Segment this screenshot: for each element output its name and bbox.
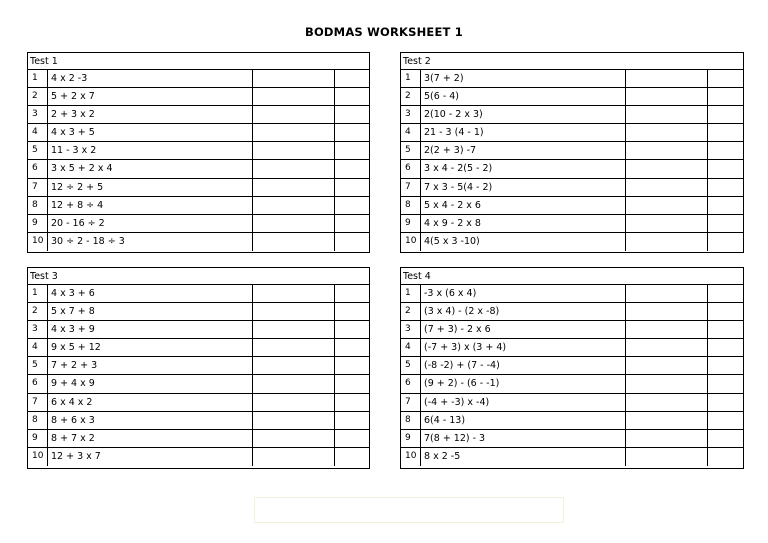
- question-number: 1: [28, 70, 48, 87]
- mark-cell[interactable]: [708, 430, 743, 447]
- mark-cell[interactable]: [335, 375, 369, 392]
- question-row: [401, 375, 743, 393]
- question-row: [28, 233, 369, 251]
- question-text: 5 x 7 + 8: [48, 303, 253, 320]
- mark-cell[interactable]: [708, 394, 743, 411]
- question-text: 8 + 7 x 2: [48, 430, 253, 447]
- question-text: 3 x 4 - 2(5 - 2): [421, 160, 626, 177]
- answer-cell[interactable]: [626, 394, 708, 411]
- question-text: 4 x 2 -3: [48, 70, 253, 87]
- answer-cell[interactable]: [253, 70, 335, 87]
- question-text: 9 + 4 x 9: [48, 375, 253, 392]
- question-number: 4: [28, 124, 48, 141]
- question-number: 1: [401, 285, 421, 302]
- question-number: 5: [28, 357, 48, 374]
- answer-cell[interactable]: [626, 448, 708, 466]
- question-rows: [401, 70, 743, 251]
- mark-cell[interactable]: [708, 88, 743, 105]
- mark-cell[interactable]: [708, 339, 743, 356]
- mark-cell[interactable]: [708, 448, 743, 466]
- question-number: 1: [401, 70, 421, 87]
- question-number: 7: [401, 179, 421, 196]
- question-number: 6: [28, 160, 48, 177]
- mark-cell[interactable]: [335, 160, 369, 177]
- question-text: 7 + 2 + 3: [48, 357, 253, 374]
- answer-cell[interactable]: [253, 142, 335, 159]
- answer-cell[interactable]: [253, 88, 335, 105]
- mark-cell[interactable]: [708, 215, 743, 232]
- question-text: -3 x (6 x 4): [421, 285, 626, 302]
- mark-cell[interactable]: [708, 197, 743, 214]
- answer-cell[interactable]: [253, 160, 335, 177]
- test-table-3: [27, 267, 370, 469]
- mark-cell[interactable]: [708, 285, 743, 302]
- question-text: 3 x 5 + 2 x 4: [48, 160, 253, 177]
- question-row: [28, 106, 369, 124]
- question-text: 4(5 x 3 -10): [421, 233, 626, 251]
- question-row: [401, 106, 743, 124]
- question-number: 10: [28, 233, 48, 251]
- mark-cell[interactable]: [335, 339, 369, 356]
- answer-cell[interactable]: [626, 215, 708, 232]
- question-row: [401, 430, 743, 448]
- question-row: [28, 321, 369, 339]
- test-table-2: [400, 52, 744, 253]
- answer-cell[interactable]: [626, 412, 708, 429]
- question-number: 5: [401, 357, 421, 374]
- question-row: [28, 303, 369, 321]
- question-number: 1: [28, 285, 48, 302]
- question-rows: [401, 285, 743, 466]
- answer-cell[interactable]: [626, 70, 708, 87]
- question-number: 9: [401, 430, 421, 447]
- mark-cell[interactable]: [708, 179, 743, 196]
- question-row: [28, 124, 369, 142]
- question-row: [401, 357, 743, 375]
- question-number: 3: [28, 321, 48, 338]
- question-number: 10: [401, 233, 421, 251]
- answer-cell[interactable]: [253, 394, 335, 411]
- question-row: [401, 160, 743, 178]
- answer-cell[interactable]: [626, 430, 708, 447]
- answer-cell[interactable]: [626, 106, 708, 123]
- question-row: [28, 430, 369, 448]
- mark-cell[interactable]: [708, 303, 743, 320]
- question-text: 12 + 8 ÷ 4: [48, 197, 253, 214]
- question-number: 6: [401, 160, 421, 177]
- footer-box: [254, 497, 564, 523]
- answer-cell[interactable]: [626, 197, 708, 214]
- question-text: 6(4 - 13): [421, 412, 626, 429]
- mark-cell[interactable]: [708, 412, 743, 429]
- mark-cell[interactable]: [335, 448, 369, 466]
- question-number: 10: [401, 448, 421, 466]
- question-number: 3: [401, 106, 421, 123]
- answer-cell[interactable]: [253, 321, 335, 338]
- question-row: [401, 233, 743, 251]
- question-row: [28, 142, 369, 160]
- question-row: [401, 197, 743, 215]
- question-text: 6 x 4 x 2: [48, 394, 253, 411]
- answer-cell[interactable]: [253, 106, 335, 123]
- answer-cell[interactable]: [253, 430, 335, 447]
- question-number: 3: [401, 321, 421, 338]
- question-row: [401, 321, 743, 339]
- question-rows: [28, 285, 369, 466]
- question-text: 21 - 3 (4 - 1): [421, 124, 626, 141]
- question-row: [28, 412, 369, 430]
- question-rows: [28, 70, 369, 251]
- question-text: 11 - 3 x 2: [48, 142, 253, 159]
- answer-cell[interactable]: [626, 303, 708, 320]
- question-row: [401, 285, 743, 303]
- answer-cell[interactable]: [253, 303, 335, 320]
- question-text: (-7 + 3) x (3 + 4): [421, 339, 626, 356]
- test-table-4: [400, 267, 744, 469]
- question-number: 8: [28, 412, 48, 429]
- mark-cell[interactable]: [335, 197, 369, 214]
- question-text: 4 x 3 + 6: [48, 285, 253, 302]
- mark-cell[interactable]: [335, 124, 369, 141]
- question-text: 7(8 + 12) - 3: [421, 430, 626, 447]
- question-row: [401, 448, 743, 466]
- answer-cell[interactable]: [626, 233, 708, 251]
- question-text: 5 x 4 - 2 x 6: [421, 197, 626, 214]
- answer-cell[interactable]: [253, 448, 335, 466]
- question-number: 2: [401, 88, 421, 105]
- mark-cell[interactable]: [335, 233, 369, 251]
- answer-cell[interactable]: [253, 357, 335, 374]
- question-number: 4: [28, 339, 48, 356]
- mark-cell[interactable]: [335, 142, 369, 159]
- question-number: 9: [28, 215, 48, 232]
- question-text: 8 x 2 -5: [421, 448, 626, 466]
- question-text: 5 + 2 x 7: [48, 88, 253, 105]
- answer-cell[interactable]: [253, 215, 335, 232]
- question-row: [28, 285, 369, 303]
- question-number: 6: [401, 375, 421, 392]
- question-row: [28, 70, 369, 88]
- answer-cell[interactable]: [253, 179, 335, 196]
- answer-cell[interactable]: [253, 233, 335, 251]
- question-text: 4 x 3 + 9: [48, 321, 253, 338]
- answer-cell[interactable]: [626, 357, 708, 374]
- question-number: 7: [28, 179, 48, 196]
- question-number: 9: [401, 215, 421, 232]
- question-number: 8: [401, 412, 421, 429]
- test-heading: Test 1: [28, 53, 369, 70]
- question-number: 2: [28, 88, 48, 105]
- question-row: [401, 142, 743, 160]
- answer-cell[interactable]: [253, 285, 335, 302]
- question-text: 3(7 + 2): [421, 70, 626, 87]
- question-row: [28, 375, 369, 393]
- question-text: 8 + 6 x 3: [48, 412, 253, 429]
- question-row: [401, 179, 743, 197]
- test-heading: Test 3: [28, 268, 369, 285]
- question-number: 5: [401, 142, 421, 159]
- mark-cell[interactable]: [335, 412, 369, 429]
- question-row: [401, 124, 743, 142]
- question-text: 4 x 9 - 2 x 8: [421, 215, 626, 232]
- answer-cell[interactable]: [253, 197, 335, 214]
- mark-cell[interactable]: [335, 215, 369, 232]
- answer-cell[interactable]: [626, 285, 708, 302]
- question-number: 7: [28, 394, 48, 411]
- question-text: 20 - 16 ÷ 2: [48, 215, 253, 232]
- page-title: BODMAS WORKSHEET 1: [304, 25, 463, 39]
- question-number: 7: [401, 394, 421, 411]
- question-text: (-4 + -3) x -4): [421, 394, 626, 411]
- question-row: [28, 88, 369, 106]
- answer-cell[interactable]: [626, 124, 708, 141]
- answer-cell[interactable]: [626, 375, 708, 392]
- mark-cell[interactable]: [335, 303, 369, 320]
- question-row: [28, 160, 369, 178]
- mark-cell[interactable]: [335, 357, 369, 374]
- mark-cell[interactable]: [708, 70, 743, 87]
- question-row: [401, 70, 743, 88]
- mark-cell[interactable]: [708, 106, 743, 123]
- question-row: [401, 303, 743, 321]
- answer-cell[interactable]: [253, 339, 335, 356]
- question-text: 4 x 3 + 5: [48, 124, 253, 141]
- question-number: 4: [401, 124, 421, 141]
- question-row: [28, 448, 369, 466]
- question-row: [28, 339, 369, 357]
- question-number: 5: [28, 142, 48, 159]
- question-row: [401, 215, 743, 233]
- question-text: (9 + 2) - (6 - -1): [421, 375, 626, 392]
- question-text: 5(6 - 4): [421, 88, 626, 105]
- question-text: 2 + 3 x 2: [48, 106, 253, 123]
- question-number: 2: [28, 303, 48, 320]
- question-text: (-8 -2) + (7 - -4): [421, 357, 626, 374]
- mark-cell[interactable]: [708, 357, 743, 374]
- mark-cell[interactable]: [335, 430, 369, 447]
- question-row: [401, 394, 743, 412]
- question-number: 8: [28, 197, 48, 214]
- question-number: 3: [28, 106, 48, 123]
- question-row: [28, 357, 369, 375]
- answer-cell[interactable]: [253, 124, 335, 141]
- answer-cell[interactable]: [626, 142, 708, 159]
- question-row: [401, 88, 743, 106]
- question-text: 7 x 3 - 5(4 - 2): [421, 179, 626, 196]
- test-heading: Test 2: [401, 53, 743, 70]
- mark-cell[interactable]: [708, 321, 743, 338]
- mark-cell[interactable]: [335, 70, 369, 87]
- mark-cell[interactable]: [708, 233, 743, 251]
- question-text: 2(2 + 3) -7: [421, 142, 626, 159]
- test-table-1: [27, 52, 370, 253]
- question-text: 2(10 - 2 x 3): [421, 106, 626, 123]
- question-text: (7 + 3) - 2 x 6: [421, 321, 626, 338]
- answer-cell[interactable]: [626, 321, 708, 338]
- question-row: [28, 394, 369, 412]
- question-row: [28, 197, 369, 215]
- mark-cell[interactable]: [335, 285, 369, 302]
- question-number: 9: [28, 430, 48, 447]
- question-row: [401, 339, 743, 357]
- mark-cell[interactable]: [708, 142, 743, 159]
- mark-cell[interactable]: [335, 88, 369, 105]
- question-text: (3 x 4) - (2 x -8): [421, 303, 626, 320]
- question-number: 2: [401, 303, 421, 320]
- mark-cell[interactable]: [335, 394, 369, 411]
- mark-cell[interactable]: [335, 106, 369, 123]
- answer-cell[interactable]: [253, 375, 335, 392]
- mark-cell[interactable]: [708, 160, 743, 177]
- question-number: 10: [28, 448, 48, 466]
- question-text: 30 ÷ 2 - 18 ÷ 3: [48, 233, 253, 251]
- question-number: 6: [28, 375, 48, 392]
- question-row: [28, 179, 369, 197]
- question-number: 8: [401, 197, 421, 214]
- question-text: 9 x 5 + 12: [48, 339, 253, 356]
- question-text: 12 ÷ 2 + 5: [48, 179, 253, 196]
- mark-cell[interactable]: [708, 375, 743, 392]
- question-row: [401, 412, 743, 430]
- question-text: 12 + 3 x 7: [48, 448, 253, 466]
- answer-cell[interactable]: [626, 179, 708, 196]
- test-heading: Test 4: [401, 268, 743, 285]
- answer-cell[interactable]: [626, 88, 708, 105]
- answer-cell[interactable]: [253, 412, 335, 429]
- answer-cell[interactable]: [626, 160, 708, 177]
- mark-cell[interactable]: [335, 321, 369, 338]
- mark-cell[interactable]: [335, 179, 369, 196]
- question-row: [28, 215, 369, 233]
- mark-cell[interactable]: [708, 124, 743, 141]
- question-number: 4: [401, 339, 421, 356]
- answer-cell[interactable]: [626, 339, 708, 356]
